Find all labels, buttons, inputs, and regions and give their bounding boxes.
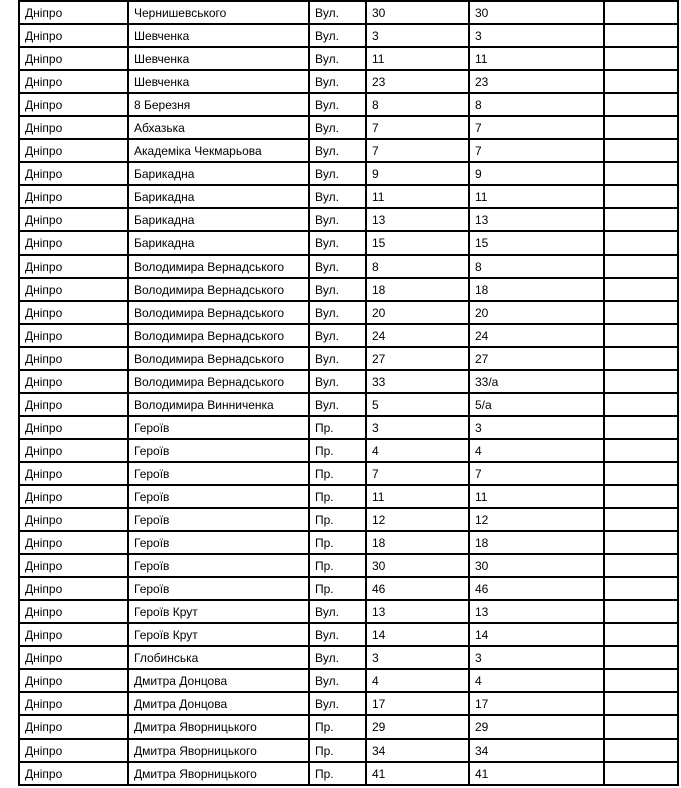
cell-street: Героїв bbox=[128, 485, 309, 508]
cell-number-2: 14 bbox=[469, 623, 604, 646]
cell-street-type: Вул. bbox=[309, 116, 366, 139]
cell-city: Дніпро bbox=[19, 462, 128, 485]
cell-city: Дніпро bbox=[19, 231, 128, 254]
cell-street: Дмитра Донцова bbox=[128, 692, 309, 715]
table-row bbox=[19, 93, 678, 116]
cell-street-type: Вул. bbox=[309, 393, 366, 416]
cell-number-1: 34 bbox=[366, 739, 469, 762]
cell-street-type: Вул. bbox=[309, 347, 366, 370]
cell-number-2: 29 bbox=[469, 715, 604, 738]
cell-city: Дніпро bbox=[19, 508, 128, 531]
cell-empty bbox=[604, 255, 678, 278]
cell-street-type: Пр. bbox=[309, 485, 366, 508]
cell-empty bbox=[604, 531, 678, 554]
cell-number-2: 41 bbox=[469, 762, 604, 785]
cell-city: Дніпро bbox=[19, 139, 128, 162]
cell-city: Дніпро bbox=[19, 47, 128, 70]
cell-street-type: Пр. bbox=[309, 577, 366, 600]
cell-number-2: 7 bbox=[469, 462, 604, 485]
cell-number-1: 20 bbox=[366, 301, 469, 324]
cell-number-1: 7 bbox=[366, 116, 469, 139]
table-row bbox=[19, 739, 678, 762]
cell-street: Героїв bbox=[128, 439, 309, 462]
cell-number-1: 9 bbox=[366, 162, 469, 185]
cell-street-type: Вул. bbox=[309, 231, 366, 254]
cell-number-2: 34 bbox=[469, 739, 604, 762]
table-row bbox=[19, 531, 678, 554]
cell-number-2: 8 bbox=[469, 93, 604, 116]
table-row bbox=[19, 208, 678, 231]
cell-number-1: 29 bbox=[366, 715, 469, 738]
cell-number-1: 3 bbox=[366, 416, 469, 439]
cell-street-type: Вул. bbox=[309, 646, 366, 669]
cell-number-1: 46 bbox=[366, 577, 469, 600]
cell-street: Володимира Вернадського bbox=[128, 347, 309, 370]
cell-street: Героїв Крут bbox=[128, 600, 309, 623]
cell-street: Дмитра Яворницького bbox=[128, 715, 309, 738]
table-row bbox=[19, 508, 678, 531]
cell-empty bbox=[604, 393, 678, 416]
cell-street: Академіка Чекмарьова bbox=[128, 139, 309, 162]
cell-number-2: 46 bbox=[469, 577, 604, 600]
cell-number-1: 4 bbox=[366, 669, 469, 692]
cell-number-2: 9 bbox=[469, 162, 604, 185]
table-row bbox=[19, 762, 678, 785]
table-row bbox=[19, 692, 678, 715]
cell-city: Дніпро bbox=[19, 646, 128, 669]
cell-street: Барикадна bbox=[128, 162, 309, 185]
cell-city: Дніпро bbox=[19, 762, 128, 785]
cell-street-type: Вул. bbox=[309, 93, 366, 116]
table-row bbox=[19, 416, 678, 439]
table-row bbox=[19, 370, 678, 393]
cell-number-2: 24 bbox=[469, 324, 604, 347]
cell-empty bbox=[604, 185, 678, 208]
cell-number-1: 23 bbox=[366, 70, 469, 93]
cell-number-1: 11 bbox=[366, 485, 469, 508]
cell-city: Дніпро bbox=[19, 554, 128, 577]
cell-number-1: 24 bbox=[366, 324, 469, 347]
cell-empty bbox=[604, 416, 678, 439]
cell-city: Дніпро bbox=[19, 485, 128, 508]
cell-number-1: 5 bbox=[366, 393, 469, 416]
cell-empty bbox=[604, 347, 678, 370]
cell-number-2: 18 bbox=[469, 278, 604, 301]
cell-number-2: 17 bbox=[469, 692, 604, 715]
cell-number-1: 7 bbox=[366, 462, 469, 485]
cell-street-type: Вул. bbox=[309, 139, 366, 162]
cell-street-type: Пр. bbox=[309, 762, 366, 785]
table-row bbox=[19, 301, 678, 324]
cell-empty bbox=[604, 139, 678, 162]
cell-number-2: 4 bbox=[469, 439, 604, 462]
cell-street: Шевченка bbox=[128, 47, 309, 70]
cell-empty bbox=[604, 577, 678, 600]
table-row bbox=[19, 393, 678, 416]
cell-number-2: 23 bbox=[469, 70, 604, 93]
cell-empty bbox=[604, 715, 678, 738]
cell-empty bbox=[604, 462, 678, 485]
cell-street: Героїв bbox=[128, 462, 309, 485]
cell-city: Дніпро bbox=[19, 715, 128, 738]
cell-street-type: Вул. bbox=[309, 24, 366, 47]
cell-street-type: Вул. bbox=[309, 278, 366, 301]
cell-empty bbox=[604, 692, 678, 715]
cell-city: Дніпро bbox=[19, 370, 128, 393]
cell-city: Дніпро bbox=[19, 577, 128, 600]
cell-street: Героїв bbox=[128, 577, 309, 600]
cell-number-1: 18 bbox=[366, 531, 469, 554]
cell-city: Дніпро bbox=[19, 393, 128, 416]
table-row bbox=[19, 139, 678, 162]
cell-city: Дніпро bbox=[19, 208, 128, 231]
table-row bbox=[19, 324, 678, 347]
cell-street-type: Пр. bbox=[309, 462, 366, 485]
cell-street: Дмитра Яворницького bbox=[128, 762, 309, 785]
cell-number-2: 11 bbox=[469, 485, 604, 508]
table-row bbox=[19, 24, 678, 47]
address-table-body bbox=[19, 1, 678, 785]
cell-empty bbox=[604, 24, 678, 47]
cell-city: Дніпро bbox=[19, 416, 128, 439]
cell-number-1: 14 bbox=[366, 623, 469, 646]
cell-street: Володимира Вернадського bbox=[128, 301, 309, 324]
cell-street-type: Пр. bbox=[309, 508, 366, 531]
cell-street: Шевченка bbox=[128, 70, 309, 93]
cell-street-type: Пр. bbox=[309, 739, 366, 762]
table-row bbox=[19, 231, 678, 254]
cell-city: Дніпро bbox=[19, 324, 128, 347]
cell-empty bbox=[604, 301, 678, 324]
cell-city: Дніпро bbox=[19, 185, 128, 208]
cell-street-type: Вул. bbox=[309, 324, 366, 347]
cell-street-type: Вул. bbox=[309, 301, 366, 324]
cell-empty bbox=[604, 208, 678, 231]
cell-street-type: Вул. bbox=[309, 47, 366, 70]
cell-city: Дніпро bbox=[19, 70, 128, 93]
cell-number-2: 20 bbox=[469, 301, 604, 324]
cell-empty bbox=[604, 93, 678, 116]
cell-empty bbox=[604, 508, 678, 531]
cell-number-1: 27 bbox=[366, 347, 469, 370]
cell-empty bbox=[604, 278, 678, 301]
cell-street-type: Вул. bbox=[309, 600, 366, 623]
cell-street: Володимира Вернадського bbox=[128, 278, 309, 301]
cell-number-1: 11 bbox=[366, 47, 469, 70]
cell-street: Героїв bbox=[128, 554, 309, 577]
cell-city: Дніпро bbox=[19, 692, 128, 715]
table-row bbox=[19, 623, 678, 646]
cell-street-type: Вул. bbox=[309, 370, 366, 393]
cell-number-1: 30 bbox=[366, 1, 469, 24]
cell-street: Абхазька bbox=[128, 116, 309, 139]
cell-number-2: 11 bbox=[469, 47, 604, 70]
cell-empty bbox=[604, 623, 678, 646]
cell-street-type: Пр. bbox=[309, 554, 366, 577]
cell-street: Героїв bbox=[128, 508, 309, 531]
cell-street-type: Вул. bbox=[309, 692, 366, 715]
cell-street: Барикадна bbox=[128, 208, 309, 231]
cell-empty bbox=[604, 554, 678, 577]
cell-number-2: 5/а bbox=[469, 393, 604, 416]
cell-empty bbox=[604, 370, 678, 393]
cell-street: Шевченка bbox=[128, 24, 309, 47]
cell-street: Героїв Крут bbox=[128, 623, 309, 646]
cell-city: Дніпро bbox=[19, 739, 128, 762]
table-row bbox=[19, 554, 678, 577]
cell-city: Дніпро bbox=[19, 301, 128, 324]
table-row bbox=[19, 462, 678, 485]
cell-number-2: 7 bbox=[469, 139, 604, 162]
cell-empty bbox=[604, 669, 678, 692]
cell-number-1: 17 bbox=[366, 692, 469, 715]
table-row bbox=[19, 278, 678, 301]
cell-street: Глобинська bbox=[128, 646, 309, 669]
cell-number-1: 8 bbox=[366, 255, 469, 278]
cell-city: Дніпро bbox=[19, 623, 128, 646]
table-row bbox=[19, 1, 678, 24]
table-row bbox=[19, 439, 678, 462]
cell-city: Дніпро bbox=[19, 600, 128, 623]
cell-number-2: 3 bbox=[469, 24, 604, 47]
cell-street: Володимира Вернадського bbox=[128, 370, 309, 393]
cell-street-type: Вул. bbox=[309, 185, 366, 208]
cell-street-type: Вул. bbox=[309, 623, 366, 646]
cell-empty bbox=[604, 485, 678, 508]
cell-number-1: 11 bbox=[366, 185, 469, 208]
cell-street: Дмитра Яворницького bbox=[128, 739, 309, 762]
cell-number-2: 30 bbox=[469, 554, 604, 577]
cell-empty bbox=[604, 324, 678, 347]
cell-number-1: 30 bbox=[366, 554, 469, 577]
cell-city: Дніпро bbox=[19, 439, 128, 462]
cell-city: Дніпро bbox=[19, 278, 128, 301]
cell-street-type: Пр. bbox=[309, 715, 366, 738]
cell-number-1: 4 bbox=[366, 439, 469, 462]
table-row bbox=[19, 646, 678, 669]
cell-empty bbox=[604, 600, 678, 623]
cell-number-2: 12 bbox=[469, 508, 604, 531]
cell-number-2: 3 bbox=[469, 416, 604, 439]
cell-street-type: Вул. bbox=[309, 70, 366, 93]
table-row bbox=[19, 255, 678, 278]
cell-street: Барикадна bbox=[128, 231, 309, 254]
cell-street: Володимира Вернадського bbox=[128, 324, 309, 347]
cell-city: Дніпро bbox=[19, 347, 128, 370]
cell-number-2: 11 bbox=[469, 185, 604, 208]
cell-city: Дніпро bbox=[19, 1, 128, 24]
cell-empty bbox=[604, 762, 678, 785]
table-row bbox=[19, 116, 678, 139]
cell-number-2: 3 bbox=[469, 646, 604, 669]
cell-number-1: 13 bbox=[366, 600, 469, 623]
cell-empty bbox=[604, 116, 678, 139]
cell-street-type: Вул. bbox=[309, 1, 366, 24]
cell-city: Дніпро bbox=[19, 93, 128, 116]
table-row bbox=[19, 715, 678, 738]
cell-city: Дніпро bbox=[19, 255, 128, 278]
cell-number-1: 7 bbox=[366, 139, 469, 162]
cell-street: Володимира Вернадського bbox=[128, 255, 309, 278]
cell-empty bbox=[604, 739, 678, 762]
cell-street: Героїв bbox=[128, 531, 309, 554]
cell-number-2: 18 bbox=[469, 531, 604, 554]
cell-city: Дніпро bbox=[19, 24, 128, 47]
cell-street: 8 Березня bbox=[128, 93, 309, 116]
cell-number-2: 8 bbox=[469, 255, 604, 278]
address-table bbox=[18, 0, 679, 786]
cell-number-1: 18 bbox=[366, 278, 469, 301]
cell-number-2: 13 bbox=[469, 208, 604, 231]
cell-empty bbox=[604, 47, 678, 70]
cell-number-2: 15 bbox=[469, 231, 604, 254]
cell-empty bbox=[604, 646, 678, 669]
cell-number-1: 3 bbox=[366, 646, 469, 669]
cell-number-1: 33 bbox=[366, 370, 469, 393]
cell-street-type: Пр. bbox=[309, 439, 366, 462]
cell-city: Дніпро bbox=[19, 531, 128, 554]
cell-number-1: 3 bbox=[366, 24, 469, 47]
cell-street: Чернишевського bbox=[128, 1, 309, 24]
table-row bbox=[19, 162, 678, 185]
cell-number-1: 13 bbox=[366, 208, 469, 231]
cell-street-type: Вул. bbox=[309, 208, 366, 231]
cell-empty bbox=[604, 1, 678, 24]
cell-street: Дмитра Донцова bbox=[128, 669, 309, 692]
cell-street: Героїв bbox=[128, 416, 309, 439]
cell-number-2: 30 bbox=[469, 1, 604, 24]
cell-city: Дніпро bbox=[19, 116, 128, 139]
cell-empty bbox=[604, 162, 678, 185]
cell-number-2: 33/а bbox=[469, 370, 604, 393]
table-row bbox=[19, 47, 678, 70]
table-row bbox=[19, 347, 678, 370]
cell-empty bbox=[604, 439, 678, 462]
table-row bbox=[19, 669, 678, 692]
cell-number-1: 41 bbox=[366, 762, 469, 785]
cell-street-type: Вул. bbox=[309, 162, 366, 185]
table-row bbox=[19, 185, 678, 208]
cell-number-1: 15 bbox=[366, 231, 469, 254]
cell-street: Барикадна bbox=[128, 185, 309, 208]
table-row bbox=[19, 600, 678, 623]
table-row bbox=[19, 485, 678, 508]
cell-number-2: 7 bbox=[469, 116, 604, 139]
cell-street-type: Вул. bbox=[309, 669, 366, 692]
cell-number-1: 12 bbox=[366, 508, 469, 531]
table-row bbox=[19, 70, 678, 93]
cell-number-2: 4 bbox=[469, 669, 604, 692]
cell-street-type: Пр. bbox=[309, 416, 366, 439]
cell-street-type: Пр. bbox=[309, 531, 366, 554]
cell-empty bbox=[604, 70, 678, 93]
cell-street-type: Вул. bbox=[309, 255, 366, 278]
cell-number-1: 8 bbox=[366, 93, 469, 116]
cell-empty bbox=[604, 231, 678, 254]
cell-number-2: 13 bbox=[469, 600, 604, 623]
cell-street: Володимира Винниченка bbox=[128, 393, 309, 416]
cell-number-2: 27 bbox=[469, 347, 604, 370]
cell-city: Дніпро bbox=[19, 669, 128, 692]
cell-city: Дніпро bbox=[19, 162, 128, 185]
table-row bbox=[19, 577, 678, 600]
